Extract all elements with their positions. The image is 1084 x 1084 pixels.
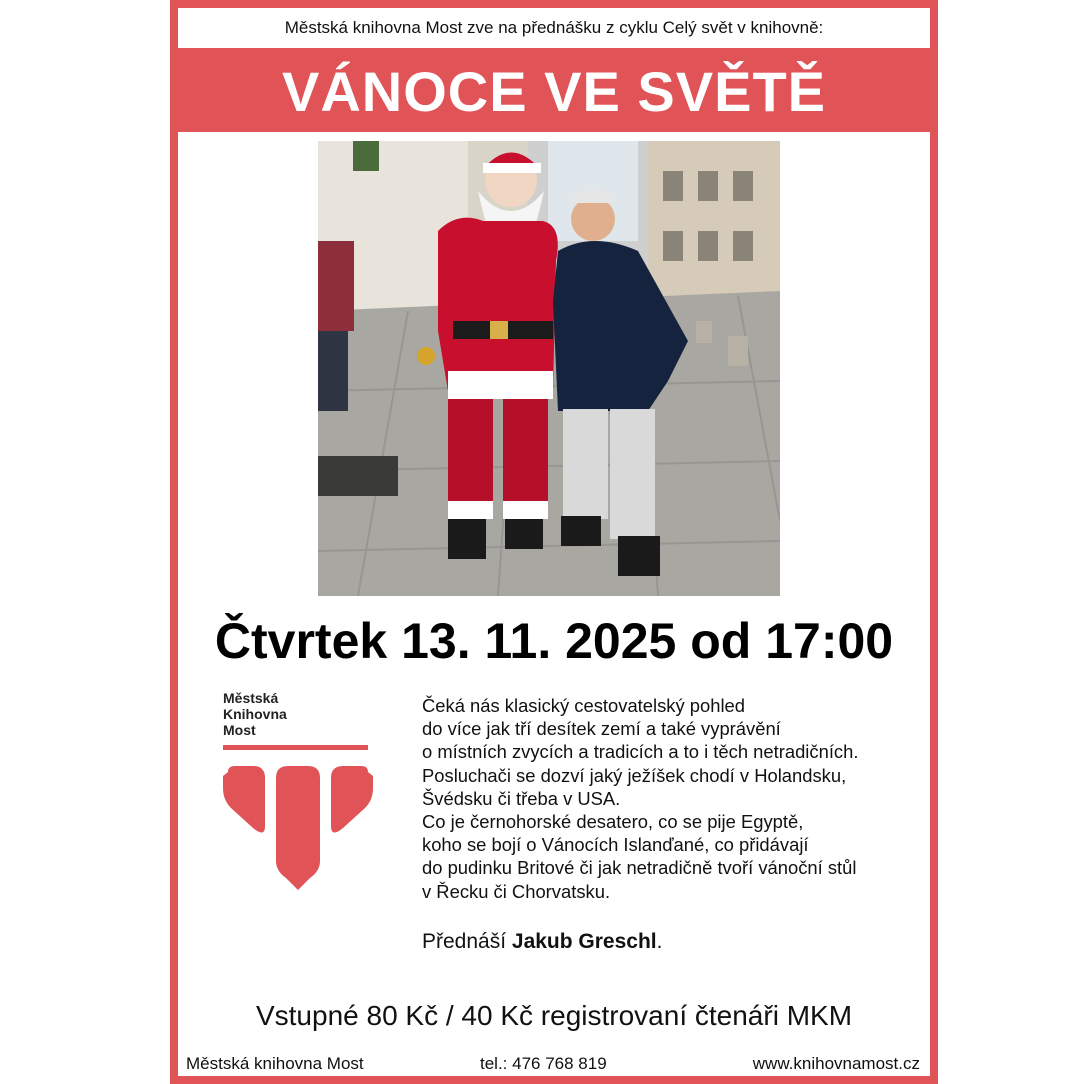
speaker-suffix: . — [656, 930, 663, 953]
desc-line: Čeká nás klasický cestovatelský pohled — [422, 695, 746, 716]
footer-phone: tel.: 476 768 819 — [480, 1054, 607, 1073]
event-description — [422, 694, 922, 903]
speaker-prefix: Přednáší — [422, 930, 512, 953]
heart-logo-icon — [223, 766, 373, 896]
admission-price: Vstupné 80 Kč / 40 Kč registrovaní čtenáři MKM — [255, 1000, 853, 1031]
logo-line-2: Knihovna — [223, 706, 287, 722]
poster-frame — [170, 0, 938, 1084]
title-band — [170, 48, 938, 132]
speaker-line — [422, 930, 662, 954]
logo-divider — [223, 745, 368, 750]
invite-line: Městská knihovna Most zve na přednášku z cyklu Celý svět v knihovně: — [284, 18, 824, 37]
desc-line: do pudinku Britové či jak netradičně tvoří vánoční stůl — [422, 857, 857, 879]
event-title: VÁNOCE VE SVĚTĚ — [281, 60, 827, 123]
event-date: Čtvrtek 13. 11. 2025 od 17:00 — [214, 613, 894, 669]
desc-line: o místních zvycích a tradicích a to i těch netradičních. — [422, 741, 859, 763]
speaker-name: Jakub Greschl — [511, 930, 657, 953]
logo-wordmark — [223, 690, 323, 738]
logo-line-3: Most — [223, 722, 256, 738]
desc-line: do více jak tří desítek zemí a také vyprávění — [422, 718, 781, 740]
footer-website[interactable]: www.knihovnamost.cz — [752, 1054, 920, 1073]
street-photo-illustration — [318, 141, 780, 596]
poster-body — [178, 8, 930, 1076]
footer-org: Městská knihovna Most — [186, 1054, 364, 1073]
desc-line: Posluchači se dozví jaký ježíšek chodí v Holandsku, — [422, 764, 847, 786]
logo-line-1: Městská — [223, 690, 279, 706]
desc-line: Co je černohorské desatero, co se pije Egyptě, — [422, 811, 804, 833]
event-photo — [318, 141, 780, 596]
desc-line: v Řecku či Chorvatsku. — [422, 880, 611, 902]
desc-line: Švédsku či třeba v USA. — [422, 787, 621, 809]
desc-line: koho se bojí o Vánocích Islanďané, co přidávají — [422, 834, 809, 856]
